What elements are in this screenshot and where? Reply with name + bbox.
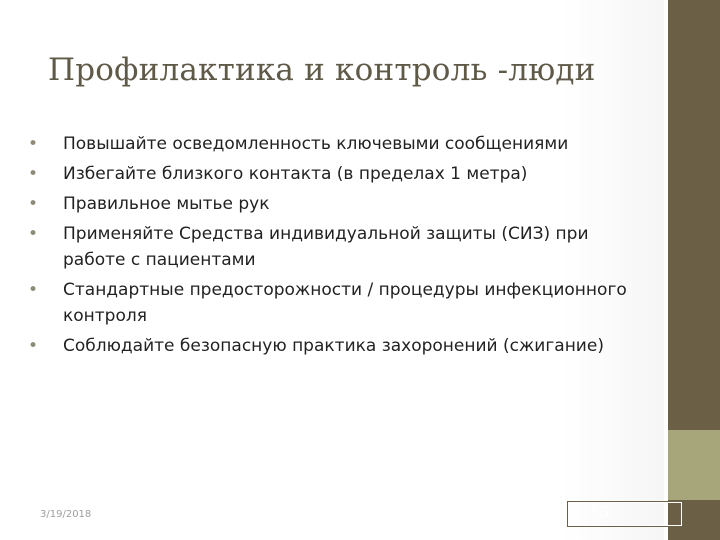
bullet-marker: •	[28, 164, 39, 184]
bullet-text: Соблюдайте безопасную практика захоронений (сжигание)	[63, 336, 604, 356]
bullet-item	[28, 333, 648, 359]
bullet-item	[28, 191, 648, 217]
bullet-marker: •	[28, 224, 39, 244]
right-side-accent-block	[664, 430, 720, 500]
bullet-marker: •	[28, 280, 39, 300]
page-number: 55	[591, 505, 610, 521]
bullet-item	[28, 221, 648, 273]
bullet-item	[28, 131, 648, 157]
bullet-item	[28, 277, 648, 329]
bullet-marker: •	[28, 134, 39, 154]
bullet-text: Повышайте осведомленность ключевыми сообщениями	[63, 134, 569, 154]
bullet-text: Правильное мытье рук	[63, 194, 270, 214]
bullet-text: Стандартные предосторожности / процедуры инфекционного контроля	[63, 280, 627, 326]
bullet-marker: •	[28, 336, 39, 356]
bullet-list	[28, 131, 648, 359]
slide-date: 3/19/2018	[40, 509, 92, 520]
bullet-text: Избегайте близкого контакта (в пределах 1 метра)	[63, 164, 528, 184]
bar-separator	[664, 0, 668, 540]
slide-title: Профилактика и контроль -люди	[48, 52, 596, 88]
page-number-frame	[567, 501, 683, 527]
bullet-marker: •	[28, 194, 39, 214]
bullet-text: Применяйте Средства индивидуальной защиты (СИЗ) при работе с пациентами	[63, 224, 589, 270]
bullet-item	[28, 161, 648, 187]
bullet-list-container	[28, 131, 648, 363]
